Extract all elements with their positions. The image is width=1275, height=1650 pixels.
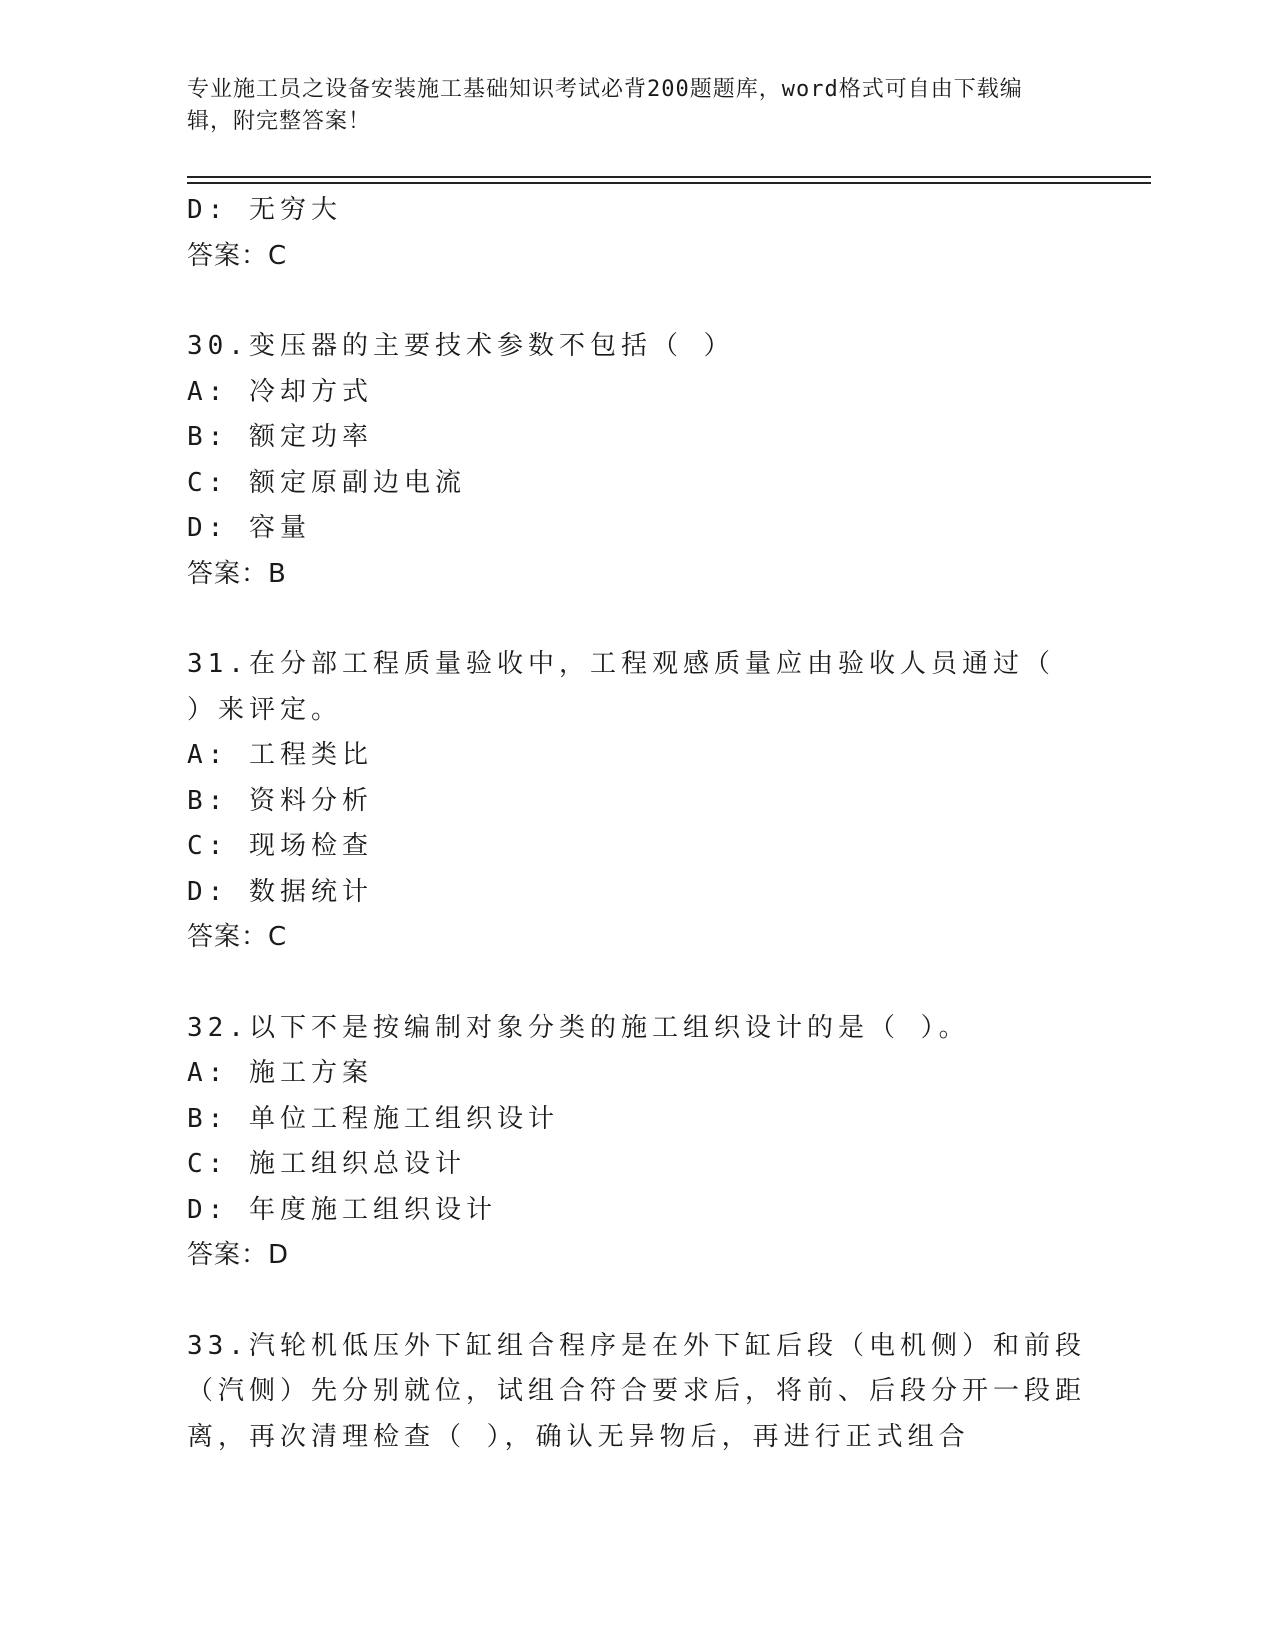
question-stem: 33.汽轮机低压外下缸组合程序是在外下缸后段（电机侧）和前段（汽侧）先分别就位，试组合符合要求后，将前、后段分开一段距离，再次清理检查（ ），确认无异物后，再进行正式组合	[187, 1330, 1087, 1452]
answer: 答案：D	[187, 1240, 290, 1270]
option-a: A: 工程类比	[187, 740, 373, 770]
answer: 答案：C	[187, 922, 288, 952]
header-divider-bottom	[187, 182, 1151, 184]
question-stem: 31.在分部工程质量验收中，工程观感质量应由验收人员通过（ ）来评定。	[187, 649, 1055, 725]
option-b: B: 额定功率	[187, 422, 373, 452]
prev-option-d: D: 无穷大	[187, 195, 342, 225]
prev-answer: 答案：C	[187, 240, 288, 271]
document-body	[187, 188, 1087, 1460]
question-stem: 32.以下不是按编制对象分类的施工组织设计的是（ ）。	[187, 1012, 970, 1043]
option-d: D: 数据统计	[187, 876, 373, 907]
question-33	[187, 1324, 1087, 1461]
question-32	[187, 1006, 1087, 1279]
option-d: D: 容量	[187, 513, 311, 543]
header-divider-top	[187, 176, 1151, 178]
option-c: C: 现场检查	[187, 831, 373, 861]
question-30	[187, 324, 1087, 597]
document-header: 专业施工员之设备安装施工基础知识考试必背200题题库，word格式可自由下载编辑，附完整答案！	[187, 77, 1023, 134]
option-b: B: 资料分析	[187, 785, 373, 816]
option-c: C: 额定原副边电流	[187, 467, 466, 498]
option-b: B: 单位工程施工组织设计	[187, 1103, 559, 1134]
option-a: A: 冷却方式	[187, 376, 373, 407]
question-stem: 30.变压器的主要技术参数不包括（ ）	[187, 331, 735, 361]
answer: 答案：B	[187, 558, 287, 589]
question-31	[187, 642, 1087, 961]
option-a: A: 施工方案	[187, 1058, 373, 1088]
option-d: D: 年度施工组织设计	[187, 1194, 497, 1225]
option-c: C: 施工组织总设计	[187, 1149, 466, 1179]
